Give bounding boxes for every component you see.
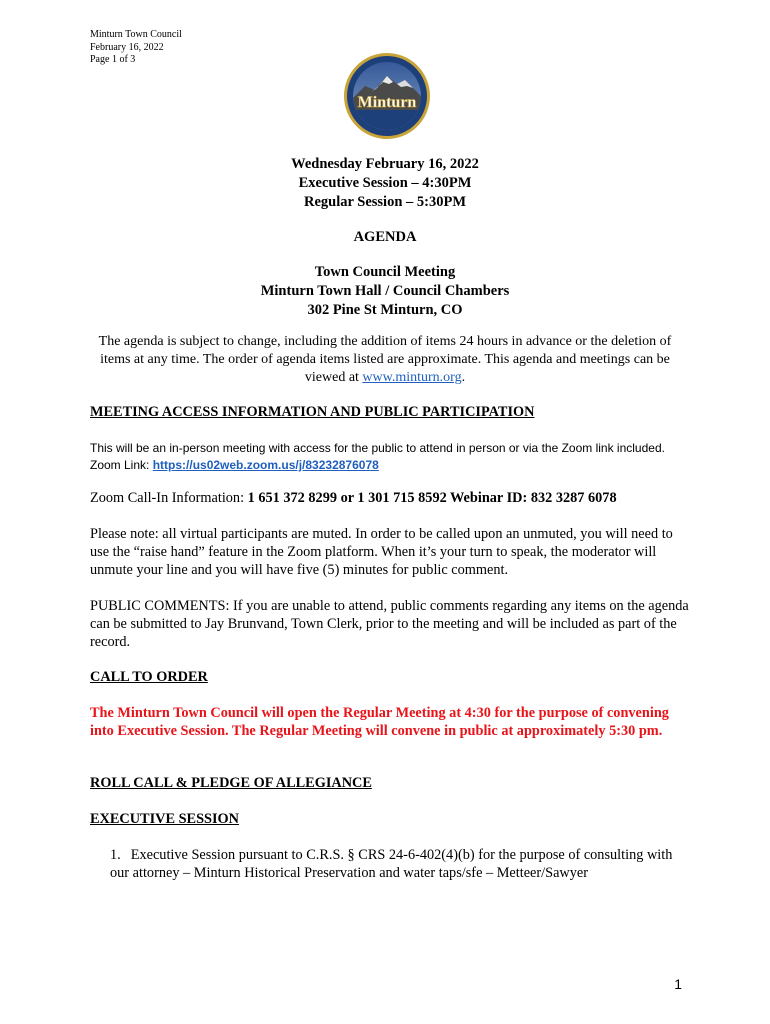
disclaimer-text: The agenda is subject to change, including the addition of items 24 hours in advance or the deletion of items at any time. The order of agenda items listed are approximate. This agenda and meetings can be viewed at xyxy=(98,334,672,385)
access-description: This will be an in-person meeting with access for the public to attend in person or via the Zoom link included. Zoom Link: xyxy=(90,441,665,472)
header-org: Minturn Town Council xyxy=(90,29,182,40)
agenda-disclaimer xyxy=(90,333,680,387)
executive-session-time: Executive Session – 4:30PM xyxy=(298,175,472,191)
callin-numbers: 1 651 372 8299 or 1 301 715 8592 Webinar ID: 832 3287 6078 xyxy=(247,490,617,506)
virtual-participant-note: Please note: all virtual participants are muted. In order to be called upon an unmuted, you will need to use the “raise hand” feature in the Zoom platform. When it’s your turn to speak, the moderator will unmute your line and you will have five (5) minutes for public comment. xyxy=(90,526,673,578)
header-page: Page 1 of 3 xyxy=(90,54,136,65)
callin-label: Zoom Call-In Information: xyxy=(90,490,248,506)
zoom-callin-info xyxy=(90,489,690,507)
meeting-times xyxy=(0,155,770,212)
meeting-access-heading: MEETING ACCESS INFORMATION AND PUBLIC PARTICIPATION xyxy=(90,404,535,420)
meeting-location xyxy=(0,263,770,320)
logo-text: Minturn xyxy=(357,94,417,111)
meeting-venue: Minturn Town Hall / Council Chambers xyxy=(260,283,510,299)
agenda-item-number: 1. xyxy=(110,847,121,863)
page-number: 1 xyxy=(674,976,682,992)
zoom-link[interactable]: https://us02web.zoom.us/j/83232876078 xyxy=(152,458,379,472)
meeting-address: 302 Pine St Minturn, CO xyxy=(307,302,463,318)
roll-call-heading: ROLL CALL & PLEDGE OF ALLEGIANCE xyxy=(90,775,372,791)
agenda-title: AGENDA xyxy=(353,229,417,245)
call-to-order-heading: CALL TO ORDER xyxy=(90,669,208,685)
page-header xyxy=(90,29,182,67)
disclaimer-end: . xyxy=(461,370,466,385)
public-comments-paragraph: PUBLIC COMMENTS: If you are unable to attend, public comments regarding any items on the agenda can be submitted to Jay Brunvand, Town Clerk, prior to the meeting and will be included as part of the record. xyxy=(90,598,689,650)
minturn-website-link[interactable]: www.minturn.org xyxy=(362,370,462,385)
meeting-access-text xyxy=(90,440,690,474)
agenda-item xyxy=(110,846,690,882)
meeting-date: Wednesday February 16, 2022 xyxy=(291,156,479,172)
regular-session-time: Regular Session – 5:30PM xyxy=(303,194,467,210)
header-date: February 16, 2022 xyxy=(90,41,164,53)
minturn-logo xyxy=(343,52,431,140)
call-to-order-notice: The Minturn Town Council will open the Regular Meeting at 4:30 for the purpose of convening into Executive Session. The Regular Meeting will convene in public at approximately 5:30 pm. xyxy=(90,705,669,739)
agenda-item-text: Executive Session pursuant to C.R.S. § CRS 24-6-402(4)(b) for the purpose of consulting with our attorney – Minturn Historical Preservation and water taps/sfe – Metteer/Sawyer xyxy=(110,847,673,881)
meeting-title: Town Council Meeting xyxy=(314,264,456,280)
executive-session-heading: EXECUTIVE SESSION xyxy=(90,811,239,827)
